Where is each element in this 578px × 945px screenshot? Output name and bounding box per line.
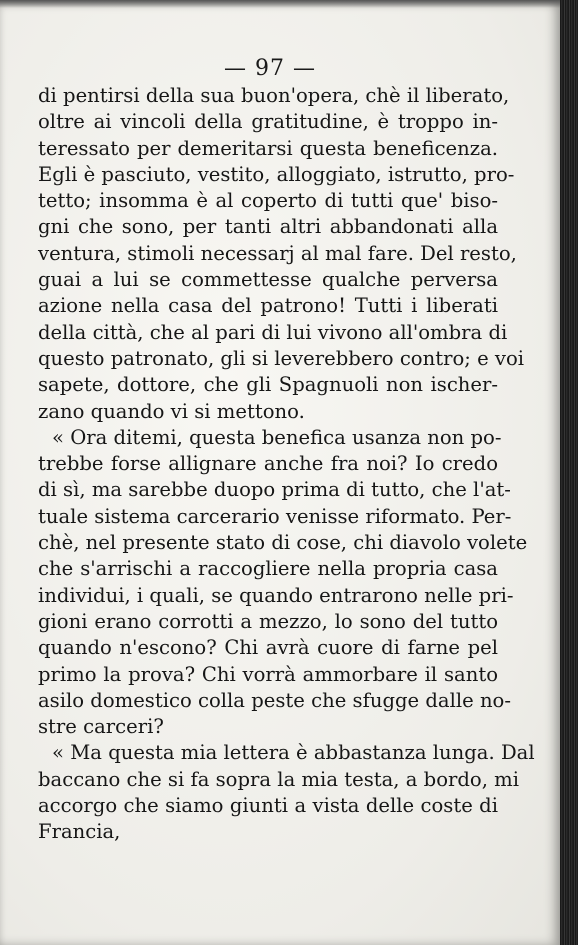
text-line: tetto; insomma è al coperto di tutti que' biso- [38, 189, 498, 213]
text-line: di pentirsi della sua buon'opera, chè il liberato, [38, 84, 510, 107]
text-line: Francia, [38, 820, 121, 844]
text-line: tuale sistema carcerario venisse riformato. Per- [38, 504, 512, 528]
text-line: sapete, dottore, che gli Spagnuoli non ischer- [38, 373, 498, 397]
book-edge [560, 0, 578, 945]
text-line: che s'arrischi a raccogliere nella propria casa [38, 557, 498, 581]
page-number: — 97 — [224, 56, 316, 81]
text-line: quando n'escono? Chi avrà cuore di farne pel [38, 636, 498, 660]
text-line: della città, che al pari di lui vivono all'ombra di [38, 320, 508, 344]
text-line: questo patronato, gli si leverebbero contro; e voi [38, 346, 525, 370]
text-line: ventura, stimoli necessarj al mal fare. Del resto, [38, 241, 517, 265]
text-line: azione nella casa del patrono! Tutti i liberati [38, 294, 498, 318]
text-line: baccano che si fa sopra la mia testa, a bordo, mi [38, 767, 520, 791]
text-line: chè, nel presente stato di cose, chi diavolo volete [38, 531, 528, 555]
body-text [38, 83, 535, 846]
text-line: Egli è pasciuto, vestito, alloggiato, istrutto, pro- [38, 162, 515, 186]
page-top-shadow [0, 0, 560, 8]
text-line: zano quando vi si mettono. [38, 399, 305, 423]
text-line: « Ora ditemi, questa benefica usanza non po- [52, 425, 502, 449]
text-line: « Ma questa mia lettera è abbastanza lunga. Dal [52, 741, 535, 765]
text-line: asilo domestico colla peste che sfugge dalle no- [38, 688, 511, 712]
text-line: trebbe forse allignare anche fra noi? Io credo [38, 452, 498, 476]
text-line: individui, i quali, se quando entrarono nelle pri- [38, 583, 514, 607]
text-line: stre carceri? [38, 715, 164, 739]
text-line: oltre ai vincoli della gratitudine, è troppo in- [38, 110, 498, 134]
text-line: gni che sono, per tanti altri abbandonati alla [38, 215, 498, 239]
text-line: primo la prova? Chi vorrà ammorbare il santo [38, 662, 498, 686]
text-line: guai a lui se commettesse qualche perversa [38, 268, 498, 292]
text-line: di sì, ma sarebbe duopo prima di tutto, che l'at- [38, 478, 511, 502]
text-line: gioni erano corrotti a mezzo, lo sono del tutto [38, 609, 498, 633]
text-line: accorgo che siamo giunti a vista delle coste di [38, 794, 498, 818]
text-line: teressato per demeritarsi questa beneficenza. [38, 136, 498, 160]
